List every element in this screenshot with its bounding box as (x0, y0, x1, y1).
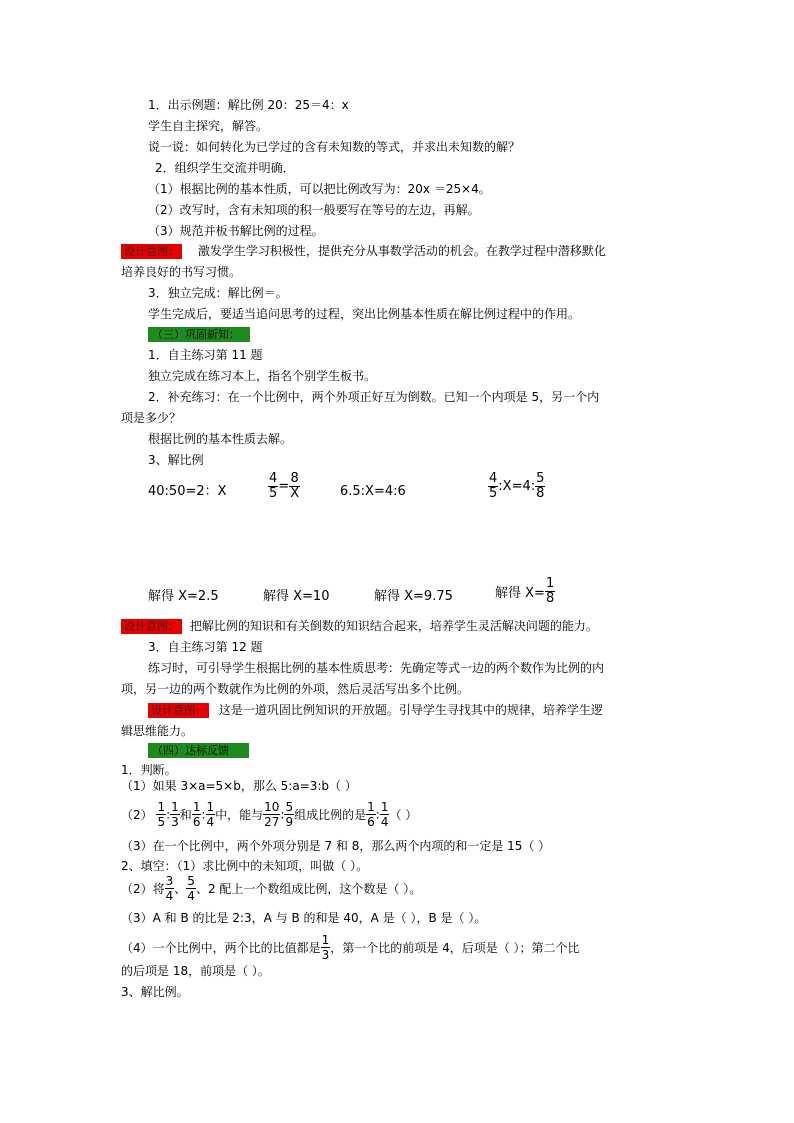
question: 2、填空：（1）求比例中的未知项，叫做（ ）。 (121, 859, 369, 873)
text-line: 3、解比例 (148, 453, 204, 467)
equation-2 (268, 472, 300, 501)
question: 3、解比例。 (121, 985, 189, 999)
equation-1: 40:50=2：X (148, 484, 227, 499)
text-line: （1）根据比例的基本性质，可以把比例改写为：20x ＝25×4。 (148, 182, 491, 196)
frac-num: 1 (545, 576, 555, 591)
text-line: 2．补充练习：在一个比例中，两个外项正好互为倒数。已知一个内项是 5，另一个内 (148, 390, 600, 404)
design-intent-tag: 设计意图： (121, 619, 182, 634)
text-line: 学生自主探究，解答。 (148, 119, 269, 133)
text-line: 项，另一边的两个数就作为比例的外项，然后灵活写出多个比例。 (121, 682, 470, 696)
question: （3）在一个比例中，两个外项分别是 7 和 8，那么两个内项的和一定是 15（ ） (121, 839, 551, 853)
section-tag: （三）巩固新知： (148, 327, 250, 342)
question-fractions: （2） $\frac{1}{5}$ : $\frac{1}{3}$ 和 $\frac{1}{6}$ : $\frac{1}{4}$ 中，能与 $\frac{10}{27}$ : $\frac{5}{9}$ 组成比例的是 $\frac{1}{6}$ : $\frac{1}{4}$ （ ） (121, 800, 418, 829)
frac-num: 5 (536, 471, 545, 486)
equation-3: 6.5:X=4:6 (340, 484, 406, 499)
frac-den: X (290, 486, 300, 501)
answer-4 (495, 577, 555, 606)
question: （1）如果 3×a=5×b，那么 5:a=3:b（ ） (121, 779, 357, 793)
answer-prefix: 解得 X= (495, 586, 545, 601)
question-fractions: （4）一个比例中，两个比的比值都是 $\frac{1}{3}$ ，第一个比的前项是 4，后项是（ ）；第二个比 (121, 933, 580, 962)
frac-num: 4 (489, 471, 498, 486)
design-intent-tag: 设计意图： (121, 244, 182, 259)
design-intent-3 (148, 702, 603, 718)
frac-den: 5 (269, 486, 278, 501)
text-line: 辑思维能力。 (121, 724, 194, 738)
answer-1: 解得 X=2.5 (148, 589, 219, 604)
text-line: 3．独立完成：解比例＝。 (148, 286, 288, 300)
design-intent-2 (121, 618, 598, 634)
design-intent-tag: 设计意图： (148, 703, 209, 718)
frac-num: 4 (269, 471, 278, 486)
text-line: 3．自主练习第 12 题 (148, 640, 263, 654)
eq-sign: = (278, 479, 290, 494)
question: 的后项是 18，前项是（ ）。 (121, 964, 270, 978)
text-line: 说一说：如何转化为已学过的含有未知数的等式，并求出未知数的解？ (148, 140, 521, 154)
design-intent-text: 把解比例的知识和有关倒数的知识结合起来，培养学生灵活解决问题的能力。 (189, 619, 598, 633)
frac-num: 8 (290, 471, 299, 486)
answer-3: 解得 X=9.75 (374, 589, 453, 604)
example-title: 1．出示例题：解比例 20：25＝4：x (148, 98, 349, 112)
text-line: （2）改写时，含有未知项的积一般要写在等号的左边，再解。 (148, 203, 480, 217)
answer-2: 解得 X=10 (263, 589, 330, 604)
design-intent-text: 这是一道巩固比例知识的开放题。引导学生寻找其中的规律，培养学生逻 (218, 703, 603, 717)
text-line: 学生完成后，要适当追问思考的过程，突出比例基本性质在解比例过程中的作用。 (148, 307, 581, 321)
frac-den: 8 (545, 591, 555, 606)
section-heading-4 (148, 742, 249, 758)
design-intent-text: 激发学生学习积极性，提供充分从事数学活动的机会。在教学过程中潜移默化 (197, 244, 606, 258)
frac-den: 8 (536, 486, 545, 501)
question-fractions: （2）将 $\frac{3}{4}$ 、 $\frac{5}{4}$ 、2 配上一个数组成比例，这个数是（ ）。 (121, 874, 422, 903)
question: 1．判断。 (121, 763, 177, 777)
text-line: 独立完成在练习本上，指名个别学生板书。 (148, 369, 377, 383)
text-line: 项是多少？ (121, 411, 182, 425)
section-tag: （四）达标反馈 (148, 743, 249, 758)
text-line: 1．自主练习第 11 题 (148, 348, 263, 362)
design-intent-1 (121, 243, 606, 259)
text-line: 2．组织学生交流并明确． (155, 161, 295, 175)
text-line: 培养良好的书写习惯。 (121, 265, 242, 279)
question: （3）A 和 B 的比是 2:3，A 与 B 的和是 40，A 是（ ），B 是（ ）。 (121, 911, 487, 925)
section-heading-3 (148, 326, 250, 342)
text-line: 练习时，可引导学生根据比例的基本性质思考：先确定等式一边的两个数作为比例的内 (148, 661, 605, 675)
equation-4 (488, 472, 545, 501)
text-line: （3）规范并板书解比例的过程。 (148, 224, 324, 238)
frac-den: 5 (489, 486, 498, 501)
eq-mid: :X=4: (498, 479, 536, 494)
text-line: 根据比例的基本性质去解。 (148, 432, 293, 446)
